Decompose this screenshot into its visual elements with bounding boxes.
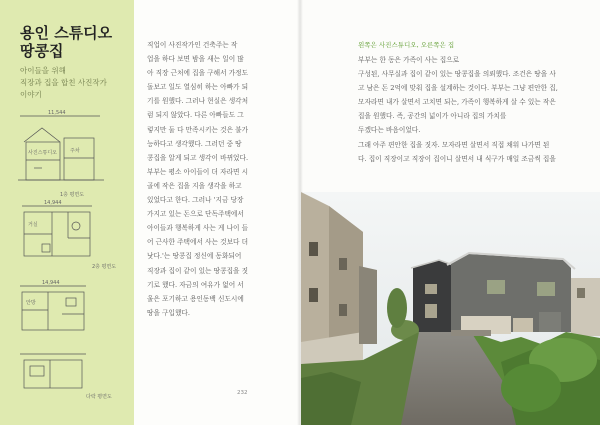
label-studio: 사진스튜디오	[28, 150, 57, 156]
text-line: 아이들과 행복하게 사는 게 나이 들	[147, 224, 249, 233]
text-line: 업을 하다 보면 밤을 새는 일이 많	[147, 55, 244, 64]
label-living: 거실	[28, 222, 38, 228]
text-line: 모자라면 내가 살면서 고치면 되는, 가족이 행복하게 살 수 있는 작은	[358, 98, 556, 107]
text-line: 가지고 있는 돈으로 단독주택에서	[147, 210, 244, 219]
text-line: 직장과 집이 같이 있는 땅콩집을 짓	[147, 266, 249, 275]
title-line-1: 용인 스튜디오	[20, 24, 113, 42]
left-body-text	[147, 38, 265, 320]
section-drawing	[18, 116, 104, 180]
text-line: 럼 되지 않았다. 다른 아빠들도 그	[147, 111, 244, 120]
text-line: 그래 아주 편안한 집을 짓자. 모자라면 살면서 직접 채워 나가면 된	[358, 140, 550, 149]
text-line: 렇지만 둘 다 만족시키는 것은 불가	[147, 125, 249, 134]
subtitle-line-1: 아이들을 위해	[20, 66, 66, 75]
text-line: 울은 포기하고 용인동백 신도시에	[147, 294, 244, 303]
label-parking: 주차	[70, 148, 80, 154]
text-line: 부부는 한 동은 가족이 사는 집으로	[358, 56, 460, 64]
plan-note-2: 2층 평면도	[92, 264, 117, 270]
attic-plan	[20, 354, 86, 388]
text-line: 고 남은 돈 2억에 맞춰 집을 설계하는 것이다. 부부는 그냥 편안한 집,	[358, 84, 558, 93]
text-line: 부부는 평소 아이들이 더 자라면 시	[147, 167, 249, 176]
label-bedroom: 안방	[26, 300, 36, 306]
text-line: 집을 원했다. 즉, 공간의 넓이가 아니라 집의 가치를	[358, 112, 507, 121]
text-line: 땅을 구입했다.	[147, 308, 191, 317]
text-line: 두겠다는 바음이었다.	[358, 126, 421, 135]
upper-floor-plan	[20, 286, 86, 330]
text-line: 구성된, 사무실과 집이 같이 있는 땅콩집을 의뢰했다. 조건은 땅을 사	[358, 70, 556, 79]
dimension-low: 14,944	[42, 280, 60, 286]
text-line: 돌보고 일도 열심히 하는 아빠가 되	[147, 83, 249, 92]
text-line: 다. 집이 직장이고 직장이 집이니 살면서 내 식구가 매일 조금씩 집을	[358, 154, 556, 163]
two-storey-houses-photo	[301, 192, 600, 425]
dimension-top: 11,544	[48, 110, 66, 116]
text-line: 골에 작은 집을 지을 생각을 하고	[147, 181, 242, 190]
text-line: 낫다.'는 땅콩집 정신에 동화되어	[147, 252, 242, 261]
text-line: 어 근사한 주택에서 사는 것보다 더	[147, 238, 249, 247]
text-line: 능하다고 생각했다. 그러던 중 땅	[147, 139, 242, 148]
floor-plan-drawings	[12, 108, 130, 408]
ground-floor-plan	[22, 206, 92, 256]
title-line-2: 땅콩집	[20, 42, 64, 60]
plan-note-3: 다락 평면도	[86, 394, 112, 400]
text-line: 기를 원했다. 그러나 현실은 생각처	[147, 97, 249, 106]
plan-note-1: 1층 평면도	[60, 192, 85, 198]
text-line: 아 직장 근처에 집을 구해서 가정도	[147, 69, 249, 78]
page-subtitle	[20, 65, 125, 101]
page-title	[20, 24, 112, 60]
photo-caption-tag: 왼쪽은 사진스튜디오, 오른쪽은 집	[358, 41, 455, 49]
page-number: 232	[237, 390, 248, 396]
right-body-text	[358, 53, 584, 166]
subtitle-line-2: 직장과 집을 합친 사진작가	[20, 78, 107, 87]
text-line: 있었다고 한다. 그러나 '지금 당장	[147, 196, 244, 205]
subtitle-line-3: 이야기	[20, 90, 42, 99]
text-line: 기로 했다. 자금의 여유가 없어 서	[147, 280, 244, 289]
text-line: 콩집을 알게 되고 생각이 바뀌었다.	[147, 153, 249, 162]
dimension-mid: 14,944	[44, 200, 62, 206]
text-line: 직업이 사진작가인 건축주는 작	[147, 41, 238, 49]
